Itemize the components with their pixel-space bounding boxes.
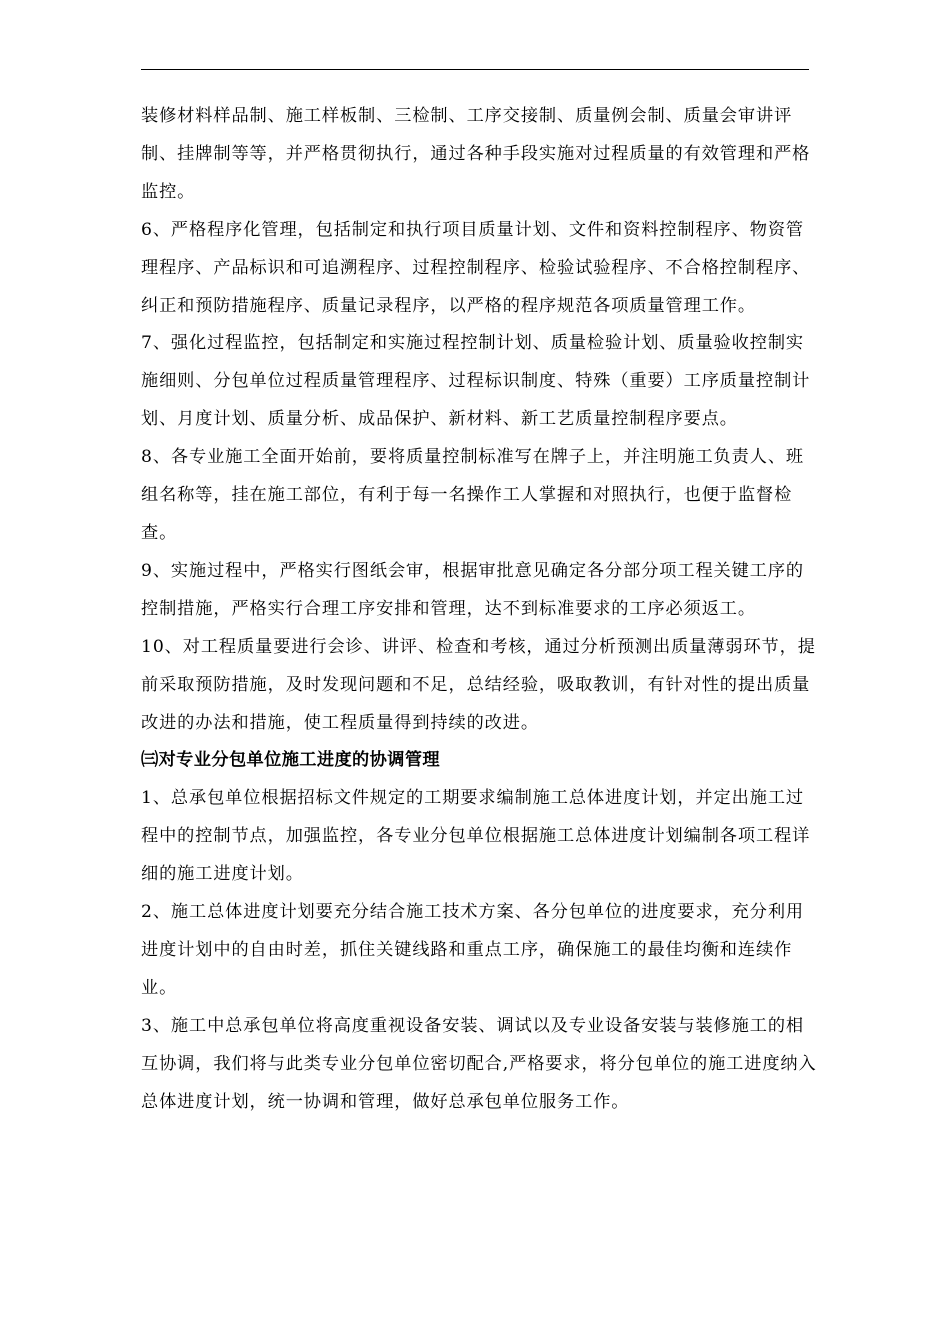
- paragraph-item-7: 7、强化过程监控，包括制定和实施过程控制计划、质量检验计划、质量验收控制实施细则、分包单位过程质量管理程序、过程标识制度、特殊（重要）工序质量控制计划、月度计划、质量分析、成品保护、新材料、新工艺质量控制程序要点。: [141, 333, 811, 430]
- paragraph-continuation: 装修材料样品制、施工样板制、三检制、工序交接制、质量例会制、质量会审讲评制、挂牌制等等，并严格贯彻执行，通过各种手段实施对过程质量的有效管理和严格监控。: [141, 106, 811, 202]
- paragraph-item-9: 9、实施过程中，严格实行图纸会审，根据审批意见确定各分部分项工程关键工序的控制措施，严格实行合理工序安排和管理，达不到标准要求的工序必须返工。: [141, 560, 804, 619]
- paragraph-item-2: 2、施工总体进度计划要充分结合施工技术方案、各分包单位的进度要求，充分利用进度计划中的自由时差，抓住关键线路和重点工序，确保施工的最佳均衡和连续作业。: [141, 902, 804, 998]
- paragraph-item-3: 3、施工中总承包单位将高度重视设备安装、调试以及专业设备安装与装修施工的相互协调，我们将与此类专业分包单位密切配合,严格要求，将分包单位的施工进度纳入总体进度计划，统一协调和管理，做好总承包单位服务工作。: [141, 1015, 817, 1112]
- paragraph-item-6: 6、严格程序化管理，包括制定和执行项目质量计划、文件和资料控制程序、物资管理程序、产品标识和可追溯程序、过程控制程序、检验试验程序、不合格控制程序、纠正和预防措施程序、质量记录程序，以严格的程序规范各项质量管理工作。: [141, 219, 811, 316]
- paragraph-item-10: 10、对工程质量要进行会诊、讲评、检查和考核，通过分析预测出质量薄弱环节，提前采取预防措施，及时发现问题和不足，总结经验，吸取教训，有针对性的提出质量改进的办法和措施，使工程质量得到持续的改进。: [141, 636, 816, 733]
- document-body: [141, 98, 817, 1121]
- section-heading: ㈢对专业分包单位施工进度的协调管理: [141, 750, 440, 771]
- header-rule: [141, 69, 809, 70]
- paragraph-item-8: 8、各专业施工全面开始前，要将质量控制标准写在牌子上，并注明施工负责人、班组名称等，挂在施工部位，有利于每一名操作工人掌握和对照执行，也便于监督检查。: [141, 447, 804, 543]
- paragraph-item-1: 1、总承包单位根据招标文件规定的工期要求编制施工总体进度计划，并定出施工过程中的控制节点，加强监控，各专业分包单位根据施工总体进度计划编制各项工程详细的施工进度计划。: [141, 788, 811, 885]
